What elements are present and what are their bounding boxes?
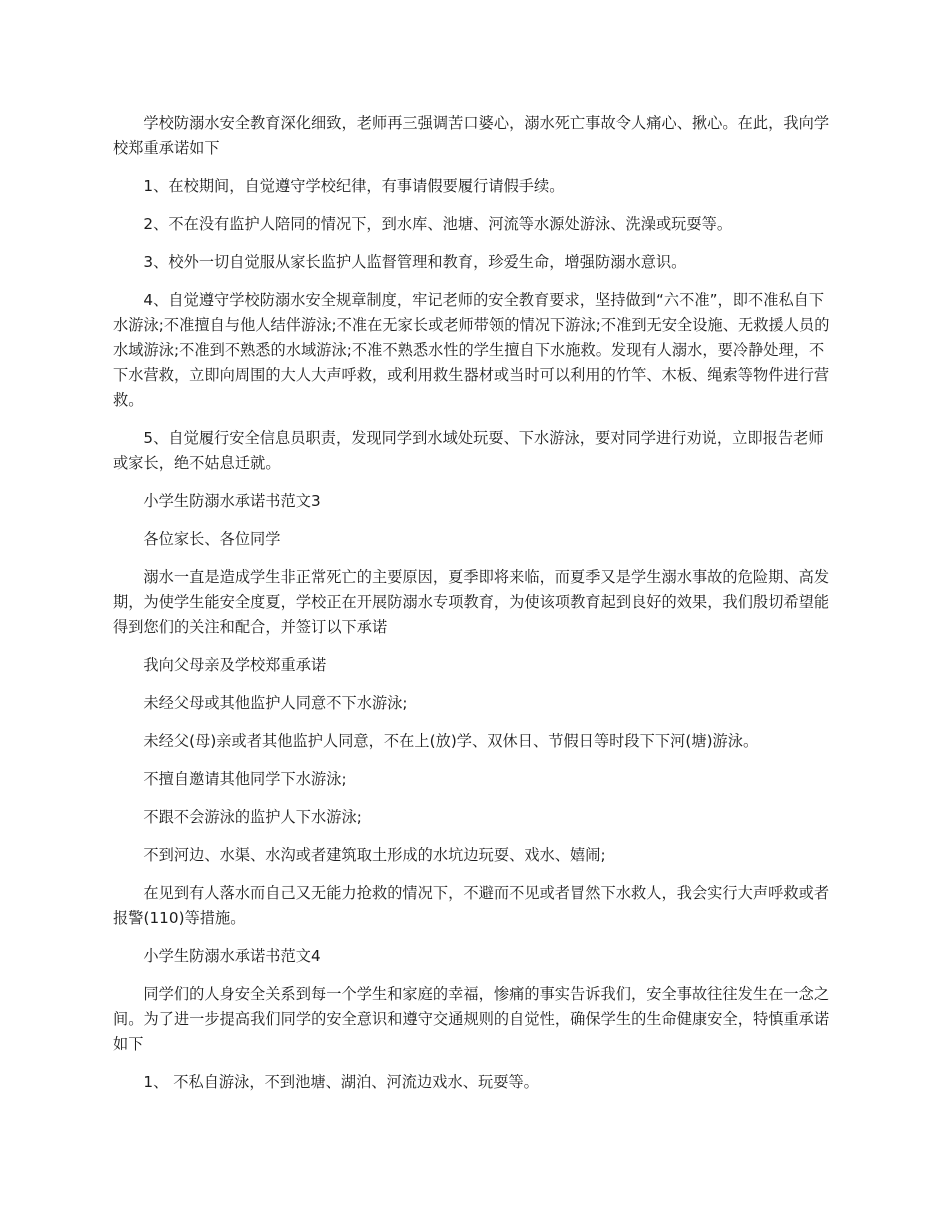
- rule-5: 不到河边、水渠、水沟或者建筑取土形成的水坑边玩耍、戏水、嬉闹;: [143, 846, 606, 864]
- promise-item-1: 1、在校期间，自觉遵守学校纪律，有事请假要履行请假手续。: [143, 177, 565, 195]
- salutation: 各位家长、各位同学: [143, 530, 281, 548]
- section-4-item-1: 1、 不私自游泳，不到池塘、湖泊、河流边戏水、玩耍等。: [143, 1073, 539, 1091]
- rule-1: 未经父母或其他监护人同意不下水游泳;: [143, 694, 408, 712]
- rule-2: 未经父(母)亲或者其他监护人同意，不在上(放)学、双休日、节假日等时段下下河(塘)游泳。: [143, 732, 759, 750]
- promise-item-5: 5、自觉履行安全信息员职责，发现同学到水域处玩耍、下水游泳，要对同学进行劝说，立即报告老师或家长，绝不姑息迁就。: [113, 429, 824, 472]
- promise-statement: 我向父母亲及学校郑重承诺: [143, 656, 327, 674]
- section-4-intro: 同学们的人身安全关系到每一个学生和家庭的幸福，惨痛的事实告诉我们，安全事故往往发生在一念之间。为了进一步提高我们同学的安全意识和遵守交通规则的自觉性，确保学生的生命健康安全，特慎重承诺如下: [113, 985, 830, 1053]
- promise-item-3: 3、校外一切自觉服从家长监护人监督管理和教育，珍爱生命，增强防溺水意识。: [143, 253, 687, 271]
- promise-item-4: 4、自觉遵守学校防溺水安全规章制度，牢记老师的安全教育要求，坚持做到“六不准”，即不准私自下水游泳;不准擅自与他人结伴游泳;不准在无家长或老师带领的情况下游泳;不准到无安全设施、无救援人员的水域游泳;不准到不熟悉的水域游泳;不准不熟悉水性的学生擅自下水施救。发现有人溺水，要冷静处理，不下水营救，立即向周围的大人大声呼救，或利用救生器材或当时可以利用的竹竿、木板、绳索等物件进行营救。: [113, 291, 830, 409]
- section-heading-4: 小学生防溺水承诺书范文4: [143, 947, 321, 965]
- promise-item-2: 2、不在没有监护人陪同的情况下，到水库、池塘、河流等水源处游泳、洗澡或玩耍等。: [143, 215, 733, 233]
- section-heading-3: 小学生防溺水承诺书范文3: [143, 492, 321, 510]
- section-3-intro: 溺水一直是造成学生非正常死亡的主要原因，夏季即将来临，而夏季又是学生溺水事故的危险期、高发期，为使学生能安全度夏，学校正在开展防溺水专项教育，为使该项教育起到良好的效果，我们殷切希望能得到您们的关注和配合，并签订以下承诺: [113, 568, 830, 636]
- document-body: [113, 111, 837, 1108]
- rule-4: 不跟不会游泳的监护人下水游泳;: [143, 808, 362, 826]
- rule-3: 不擅自邀请其他同学下水游泳;: [143, 770, 347, 788]
- rule-6: 在见到有人落水而自己又无能力抢救的情况下，不避而不见或者冒然下水救人，我会实行大声呼救或者报警(110)等措施。: [113, 884, 830, 927]
- intro-paragraph: 学校防溺水安全教育深化细致，老师再三强调苦口婆心，溺水死亡事故令人痛心、揪心。在此，我向学校郑重承诺如下: [113, 114, 830, 157]
